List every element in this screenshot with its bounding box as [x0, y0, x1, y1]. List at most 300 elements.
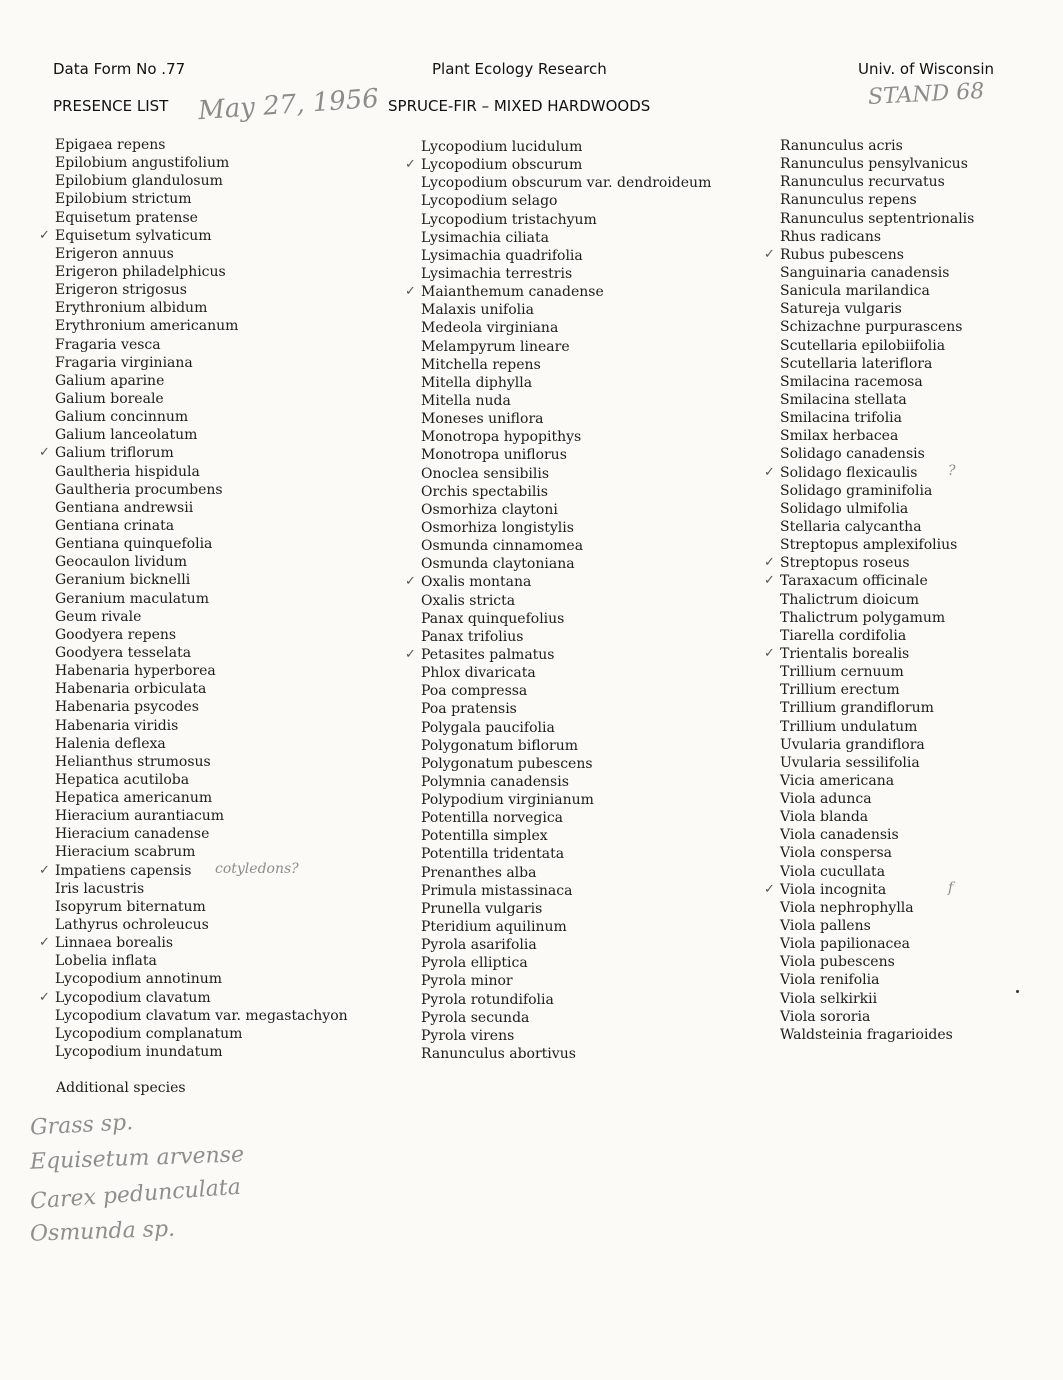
- species-name: Potentilla simplex: [421, 828, 548, 845]
- species-item: [421, 446, 711, 464]
- species-item: [39, 444, 348, 462]
- species-item: [421, 519, 711, 537]
- species-item: [39, 860, 348, 880]
- species-item: [421, 265, 711, 283]
- species-item: [421, 338, 711, 356]
- species-item: [55, 590, 348, 608]
- species-name: Lathyrus ochroleucus: [55, 917, 209, 934]
- species-column-2: [405, 138, 712, 1063]
- species-item: [39, 227, 348, 245]
- species-name: Gaultheria procumbens: [55, 481, 223, 498]
- species-item: [421, 301, 711, 319]
- species-item: [421, 827, 711, 845]
- species-name: Maianthemum canadense: [421, 284, 604, 301]
- species-item: [55, 499, 348, 517]
- species-item: [55, 372, 348, 390]
- species-name: Panax trifolius: [421, 628, 524, 645]
- species-name: Gentiana quinquefolia: [55, 536, 213, 553]
- species-item: [421, 737, 711, 755]
- species-name: Galium concinnum: [55, 409, 189, 426]
- species-item: [780, 373, 974, 391]
- species-item: [55, 898, 348, 916]
- species-name: Pyrola virens: [421, 1027, 515, 1044]
- handwritten-species-entry: Equisetum arvense: [29, 1142, 245, 1175]
- species-item: [764, 462, 974, 482]
- species-item: [421, 356, 711, 374]
- species-name: Tiarella cordifolia: [780, 627, 907, 644]
- species-name: Galium boreale: [55, 390, 164, 407]
- species-item: [55, 843, 348, 861]
- species-name: Trillium undulatum: [780, 718, 918, 735]
- species-name: Thalictrum dioicum: [780, 591, 920, 608]
- species-item: [55, 354, 348, 372]
- species-item: [780, 808, 974, 826]
- species-name: Monotropa hypopithys: [421, 429, 582, 446]
- species-name: Vicia americana: [780, 772, 895, 789]
- species-name: Malaxis unifolia: [421, 302, 534, 319]
- species-name: Habenaria orbiculata: [55, 681, 207, 698]
- species-item: [55, 771, 348, 789]
- species-item: [780, 500, 974, 518]
- species-name: Uvularia sessilifolia: [780, 754, 920, 771]
- species-item: [780, 917, 974, 935]
- species-item: [421, 247, 711, 265]
- species-item: [55, 463, 348, 481]
- species-name: Viola cucullata: [780, 863, 886, 880]
- species-item: [421, 537, 711, 555]
- species-item: [780, 663, 974, 681]
- species-item: [55, 172, 348, 190]
- species-name: Ranunculus pensylvanicus: [780, 156, 968, 173]
- check-mark-icon: ✓: [39, 935, 50, 951]
- species-name: Poa pratensis: [421, 701, 517, 718]
- species-item: [55, 535, 348, 553]
- species-name: Lysimachia terrestris: [421, 265, 573, 282]
- species-name: Trillium grandiflorum: [780, 700, 934, 717]
- species-name: Prenanthes alba: [421, 864, 537, 881]
- species-name: Ranunculus recurvatus: [780, 174, 945, 191]
- species-item: [780, 990, 974, 1008]
- species-item: [55, 626, 348, 644]
- species-name: Solidago canadensis: [780, 446, 925, 463]
- species-name: Viola renifolia: [780, 972, 880, 989]
- species-item: [55, 481, 348, 499]
- species-name: Polymnia canadensis: [421, 773, 569, 790]
- species-item: [55, 317, 348, 335]
- species-item: [780, 718, 974, 736]
- species-item: [780, 699, 974, 717]
- species-name: Fragaria virginiana: [55, 354, 193, 371]
- species-name: Oxalis stricta: [421, 592, 516, 609]
- species-item: [421, 501, 711, 519]
- species-name: Lobelia inflata: [55, 953, 157, 970]
- check-mark-icon: ✓: [39, 445, 50, 461]
- species-name: Lycopodium obscurum: [421, 157, 583, 174]
- species-name: Onoclea sensibilis: [421, 465, 550, 482]
- handwritten-annotation: ?: [948, 462, 956, 479]
- species-name: Medeola virginiana: [421, 320, 559, 337]
- species-name: Polypodium virginianum: [421, 792, 594, 809]
- species-name: Solidago ulmifolia: [780, 500, 909, 517]
- species-name: Primula mistassinaca: [421, 882, 573, 899]
- species-item: [421, 682, 711, 700]
- species-item: [780, 355, 974, 373]
- species-item: [55, 263, 348, 281]
- species-item: [421, 392, 711, 410]
- species-name: Taraxacum officinale: [780, 573, 928, 590]
- check-mark-icon: ✓: [405, 646, 416, 662]
- species-item: [780, 155, 974, 173]
- species-name: Smilacina racemosa: [780, 373, 923, 390]
- species-name: Ranunculus acris: [780, 138, 903, 154]
- species-item: [764, 572, 974, 590]
- species-name: Lycopodium clavatum: [55, 989, 211, 1006]
- species-name: Streptopus roseus: [780, 555, 910, 572]
- species-item: [55, 1025, 348, 1043]
- species-item: [421, 954, 711, 972]
- species-name: Equisetum pratense: [55, 209, 198, 226]
- species-item: [421, 773, 711, 791]
- species-name: Epilobium angustifolium: [55, 155, 230, 172]
- species-item: [780, 210, 974, 228]
- species-item: [421, 991, 711, 1009]
- species-item: [780, 228, 974, 246]
- species-item: [421, 972, 711, 990]
- additional-species-label: Additional species: [56, 1080, 186, 1096]
- species-item: [55, 916, 348, 934]
- species-name: Viola papilionacea: [780, 936, 911, 953]
- species-item: [780, 935, 974, 953]
- species-name: Habenaria psycodes: [55, 699, 199, 716]
- species-item: [55, 408, 348, 426]
- species-item: [780, 863, 974, 881]
- species-item: [421, 628, 711, 646]
- species-name: Stellaria calycantha: [780, 518, 922, 535]
- species-item: [421, 1009, 711, 1027]
- species-item: [421, 882, 711, 900]
- species-name: Lycopodium obscurum var. dendroideum: [421, 175, 712, 192]
- species-item: [780, 264, 974, 282]
- species-item: [780, 1008, 974, 1026]
- species-item: [421, 465, 711, 483]
- handwritten-annotation: cotyledons?: [215, 860, 299, 877]
- species-item: [39, 989, 348, 1007]
- species-name: Mitella diphylla: [421, 374, 533, 391]
- species-item: [55, 608, 348, 626]
- species-name: Lysimachia quadrifolia: [421, 247, 583, 264]
- species-name: Thalictrum polygamum: [780, 609, 946, 626]
- species-item: [55, 136, 348, 154]
- species-item: [780, 844, 974, 862]
- species-item: [55, 735, 348, 753]
- species-name: Trillium erectum: [780, 682, 900, 699]
- species-name: Prunella vulgaris: [421, 900, 543, 917]
- species-name: Smilacina stellata: [780, 391, 907, 408]
- species-item: [421, 755, 711, 773]
- species-item: [55, 1007, 348, 1025]
- species-item: [55, 517, 348, 535]
- species-name: Potentilla norvegica: [421, 810, 564, 827]
- species-name: Habenaria viridis: [55, 717, 179, 734]
- species-name: Geum rivale: [55, 608, 142, 625]
- species-name: Mitella nuda: [421, 392, 511, 409]
- species-item: [55, 299, 348, 317]
- species-name: Osmunda claytoniana: [421, 556, 575, 573]
- species-name: Gaultheria hispidula: [55, 463, 200, 480]
- species-item: [55, 190, 348, 208]
- species-name: Hepatica acutiloba: [55, 771, 190, 788]
- species-item: [55, 698, 348, 716]
- species-name: Waldsteinia fragarioides: [780, 1026, 953, 1043]
- check-mark-icon: ✓: [764, 573, 775, 589]
- species-name: Polygonatum biflorum: [421, 737, 578, 754]
- species-name: Mitchella repens: [421, 356, 541, 373]
- species-name: Trientalis borealis: [780, 645, 910, 662]
- additional-species-handwritten-list: [30, 1105, 244, 1249]
- species-name: Lycopodium selago: [421, 193, 558, 210]
- species-name: Fragaria vesca: [55, 336, 161, 353]
- species-name: Epilobium strictum: [55, 191, 192, 208]
- check-mark-icon: ✓: [39, 227, 50, 243]
- species-item: [55, 753, 348, 771]
- handwritten-stand-number: STAND 68: [867, 78, 985, 111]
- species-name: Geocaulon lividum: [55, 554, 188, 571]
- species-item: [55, 880, 348, 898]
- species-name: Linnaea borealis: [55, 935, 174, 952]
- species-name: Solidago graminifolia: [780, 482, 933, 499]
- species-item: [55, 807, 348, 825]
- species-item: [405, 156, 711, 174]
- species-name: Iris lacustris: [55, 880, 145, 897]
- species-item: [780, 953, 974, 971]
- species-item: [55, 209, 348, 227]
- handwritten-species-entry: Carex pedunculata: [29, 1174, 242, 1215]
- species-name: Petasites palmatus: [421, 646, 555, 663]
- species-item: [764, 554, 974, 572]
- species-name: Viola selkirkii: [780, 990, 878, 1007]
- species-name: Sanicula marilandica: [780, 283, 930, 300]
- species-name: Ranunculus septentrionalis: [780, 210, 975, 227]
- species-name: Monotropa uniflorus: [421, 447, 567, 464]
- species-name: Equisetum sylvaticum: [55, 227, 212, 244]
- species-name: Smilax herbacea: [780, 428, 899, 445]
- species-item: [55, 245, 348, 263]
- species-item: [780, 518, 974, 536]
- species-name: Lycopodium tristachyum: [421, 211, 597, 228]
- check-mark-icon: ✓: [405, 284, 416, 300]
- species-item: [55, 644, 348, 662]
- list-title: PRESENCE LIST: [53, 97, 169, 115]
- species-name: Erigeron strigosus: [55, 282, 187, 299]
- species-item: [55, 553, 348, 571]
- species-name: Osmorhiza claytoni: [421, 501, 558, 518]
- species-item: [55, 1043, 348, 1061]
- check-mark-icon: ✓: [764, 881, 775, 897]
- species-name: Oxalis montana: [421, 574, 532, 591]
- species-item: [39, 934, 348, 952]
- species-item: [780, 609, 974, 627]
- species-name: Galium aparine: [55, 372, 165, 389]
- species-column-3: [764, 137, 975, 1044]
- species-item: [421, 428, 711, 446]
- species-name: Sanguinaria canadensis: [780, 264, 950, 281]
- species-name: Epigaea repens: [55, 137, 166, 153]
- species-name: Viola pubescens: [780, 954, 895, 971]
- species-name: Geranium maculatum: [55, 590, 209, 607]
- species-item: [764, 645, 974, 663]
- species-item: [421, 1045, 711, 1063]
- community-title: SPRUCE-FIR – MIXED HARDWOODS: [388, 97, 651, 115]
- species-item: [421, 555, 711, 573]
- species-item: [780, 445, 974, 463]
- handwritten-species-entry: Grass sp.: [29, 1110, 134, 1141]
- species-item: [55, 281, 348, 299]
- species-item: [421, 936, 711, 954]
- species-item: [780, 971, 974, 989]
- species-name: Ranunculus repens: [780, 192, 917, 209]
- species-item: [780, 681, 974, 699]
- species-name: Osmorhiza longistylis: [421, 519, 574, 536]
- species-name: Hieracium aurantiacum: [55, 808, 225, 825]
- species-item: [421, 410, 711, 428]
- check-mark-icon: ✓: [39, 989, 50, 1005]
- species-name: Schizachne purpurascens: [780, 319, 963, 336]
- species-item: [780, 282, 974, 300]
- species-item: [780, 391, 974, 409]
- species-name: Erigeron annuus: [55, 245, 174, 262]
- species-item: [780, 591, 974, 609]
- species-item: [780, 337, 974, 355]
- species-name: Isopyrum biternatum: [55, 898, 206, 915]
- species-item: [421, 174, 711, 192]
- species-name: Satureja vulgaris: [780, 301, 902, 318]
- species-name: Pyrola secunda: [421, 1009, 530, 1026]
- species-name: Rubus pubescens: [780, 246, 904, 263]
- check-mark-icon: ✓: [39, 862, 50, 878]
- species-item: [780, 736, 974, 754]
- species-name: Viola canadensis: [780, 827, 899, 844]
- species-item: [421, 719, 711, 737]
- species-item: [421, 319, 711, 337]
- species-name: Hieracium canadense: [55, 826, 210, 843]
- species-name: Uvularia grandiflora: [780, 736, 925, 753]
- handwritten-annotation: f: [948, 879, 954, 896]
- species-name: Orchis spectabilis: [421, 483, 548, 500]
- species-name: Rhus radicans: [780, 228, 882, 245]
- species-name: Viola incognita: [780, 881, 887, 898]
- species-item: [421, 791, 711, 809]
- species-name: Pyrola elliptica: [421, 955, 528, 972]
- species-name: Goodyera tesselata: [55, 644, 192, 661]
- species-item: [780, 427, 974, 445]
- species-name: Erigeron philadelphicus: [55, 263, 226, 280]
- species-name: Moneses uniflora: [421, 411, 544, 428]
- species-name: Viola conspersa: [780, 845, 892, 862]
- species-name: Viola adunca: [780, 791, 872, 808]
- species-name: Galium lanceolatum: [55, 427, 198, 444]
- species-name: Lycopodium complanatum: [55, 1025, 243, 1042]
- species-item: [55, 154, 348, 172]
- species-item: [421, 1027, 711, 1045]
- species-column-1: [39, 136, 348, 1061]
- check-mark-icon: ✓: [405, 157, 416, 173]
- species-name: Phlox divaricata: [421, 665, 536, 682]
- species-name: Pteridium aquilinum: [421, 919, 567, 936]
- species-item: [780, 137, 974, 155]
- species-name: Pyrola asarifolia: [421, 937, 537, 954]
- species-item: [405, 573, 711, 591]
- species-item: [55, 680, 348, 698]
- species-name: Gentiana andrewsii: [55, 499, 194, 516]
- check-mark-icon: ✓: [764, 246, 775, 262]
- species-name: Goodyera repens: [55, 626, 177, 643]
- species-name: Hepatica americanum: [55, 790, 213, 807]
- species-name: Smilacina trifolia: [780, 410, 903, 427]
- species-name: Solidago flexicaulis: [780, 464, 918, 481]
- ink-speck: [1016, 990, 1019, 993]
- species-item: [764, 879, 974, 899]
- check-mark-icon: ✓: [405, 574, 416, 590]
- species-item: [780, 772, 974, 790]
- species-item: [764, 246, 974, 264]
- species-item: [780, 826, 974, 844]
- species-item: [421, 610, 711, 628]
- species-name: Geranium bicknelli: [55, 572, 191, 589]
- handwritten-species-entry: Osmunda sp.: [29, 1216, 176, 1247]
- species-item: [780, 536, 974, 554]
- species-name: Erythronium americanum: [55, 318, 239, 335]
- species-name: Viola sororia: [780, 1008, 871, 1025]
- species-item: [421, 809, 711, 827]
- species-name: Lysimachia ciliata: [421, 229, 549, 246]
- species-item: [55, 952, 348, 970]
- species-item: [421, 483, 711, 501]
- species-item: [55, 825, 348, 843]
- species-name: Helianthus strumosus: [55, 753, 211, 770]
- species-item: [421, 229, 711, 247]
- species-item: [421, 845, 711, 863]
- species-item: [780, 754, 974, 772]
- check-mark-icon: ✓: [764, 555, 775, 571]
- species-item: [55, 390, 348, 408]
- form-number: Data Form No .77: [53, 60, 186, 78]
- species-name: Pyrola rotundifolia: [421, 991, 554, 1008]
- species-item: [780, 1026, 974, 1044]
- species-name: Habenaria hyperborea: [55, 663, 216, 680]
- species-name: Polygonatum pubescens: [421, 755, 593, 772]
- species-name: Lycopodium annotinum: [55, 971, 223, 988]
- species-name: Ranunculus abortivus: [421, 1046, 576, 1063]
- species-name: Lycopodium clavatum var. megastachyon: [55, 1007, 348, 1024]
- species-item: [780, 191, 974, 209]
- species-name: Lycopodium inundatum: [55, 1044, 223, 1061]
- species-name: Panax quinquefolius: [421, 610, 565, 627]
- species-item: [421, 592, 711, 610]
- species-name: Poa compressa: [421, 683, 528, 700]
- species-item: [780, 899, 974, 917]
- species-item: [780, 627, 974, 645]
- species-name: Viola pallens: [780, 918, 871, 935]
- species-name: Scutellaria lateriflora: [780, 355, 933, 372]
- species-name: Pyrola minor: [421, 973, 513, 990]
- species-item: [421, 211, 711, 229]
- species-item: [421, 138, 711, 156]
- species-item: [780, 790, 974, 808]
- species-item: [780, 300, 974, 318]
- species-name: Gentiana crinata: [55, 517, 175, 534]
- species-item: [421, 918, 711, 936]
- species-name: Galium triflorum: [55, 445, 174, 462]
